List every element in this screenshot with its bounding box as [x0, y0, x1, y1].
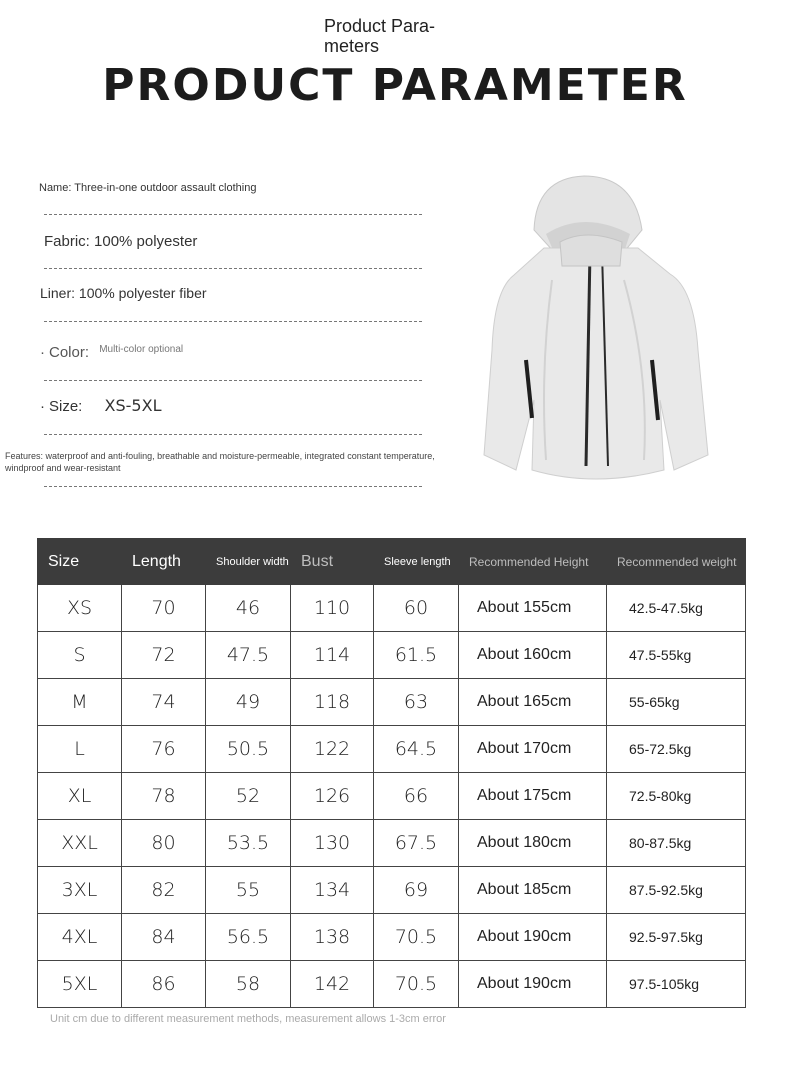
cell-shoulder: 55: [206, 867, 291, 914]
table-row: [38, 726, 746, 773]
cell-height: About 175cm: [459, 773, 607, 820]
cell-length: 70: [122, 585, 206, 632]
col-header-length: Length: [122, 539, 206, 585]
divider: [44, 268, 422, 269]
cell-size: S: [38, 632, 122, 679]
cell-shoulder: 50.5: [206, 726, 291, 773]
param-color-row: · Color: $^{Multi-color optional}$: [40, 344, 184, 361]
cell-weight: 42.5-47.5kg: [607, 585, 746, 632]
cell-bust: 114: [291, 632, 374, 679]
cell-bust: 142: [291, 961, 374, 1008]
footnote: Unit cm due to different measurement methods, measurement allows 1-3cm error: [50, 1013, 446, 1025]
divider: [44, 214, 422, 215]
cell-weight: 87.5-92.5kg: [607, 867, 746, 914]
cell-sleeve: 67.5: [374, 820, 459, 867]
param-name: Name: Three-in-one outdoor assault clothing: [39, 182, 257, 194]
color-label: Color:: [49, 344, 90, 361]
cell-length: 86: [122, 961, 206, 1008]
cell-length: 82: [122, 867, 206, 914]
param-size-row: · Size: XS-5XL: [40, 396, 162, 415]
cell-size: 3XL: [38, 867, 122, 914]
cell-size: L: [38, 726, 122, 773]
cell-shoulder: 58: [206, 961, 291, 1008]
divider: [44, 486, 422, 487]
cell-length: 72: [122, 632, 206, 679]
cell-length: 84: [122, 914, 206, 961]
cell-weight: 80-87.5kg: [607, 820, 746, 867]
subtitle: Product Para-meters: [324, 16, 436, 56]
cell-height: About 155cm: [459, 585, 607, 632]
cell-shoulder: 47.5: [206, 632, 291, 679]
divider: [44, 321, 422, 322]
size-label: Size:: [49, 398, 83, 415]
cell-shoulder: 49: [206, 679, 291, 726]
cell-weight: 55-65kg: [607, 679, 746, 726]
cell-sleeve: 60: [374, 585, 459, 632]
cell-height: About 190cm: [459, 961, 607, 1008]
cell-length: 80: [122, 820, 206, 867]
cell-shoulder: 52: [206, 773, 291, 820]
table-row: [38, 773, 746, 820]
divider: [44, 380, 422, 381]
cell-size: 4XL: [38, 914, 122, 961]
table-row: [38, 914, 746, 961]
param-fabric: Fabric: 100% polyester: [44, 233, 198, 250]
table-row: [38, 585, 746, 632]
cell-shoulder: 46: [206, 585, 291, 632]
col-header-weight: Recommended weight: [607, 539, 746, 585]
col-header-size: Size: [38, 539, 122, 585]
cell-bust: 126: [291, 773, 374, 820]
col-header-bust: Bust: [291, 539, 374, 585]
col-header-sleeve: Sleeve length: [374, 539, 459, 585]
param-liner: Liner: 100% polyester fiber: [40, 285, 207, 301]
cell-weight: 92.5-97.5kg: [607, 914, 746, 961]
table-header-row: [38, 539, 746, 585]
cell-sleeve: 61.5: [374, 632, 459, 679]
cell-bust: 130: [291, 820, 374, 867]
cell-bust: 138: [291, 914, 374, 961]
jacket-image: [474, 170, 714, 480]
cell-size: M: [38, 679, 122, 726]
cell-shoulder: 53.5: [206, 820, 291, 867]
cell-bust: 122: [291, 726, 374, 773]
table-row: [38, 961, 746, 1008]
table-row: [38, 820, 746, 867]
cell-sleeve: 66: [374, 773, 459, 820]
cell-size: XL: [38, 773, 122, 820]
cell-height: About 180cm: [459, 820, 607, 867]
cell-length: 76: [122, 726, 206, 773]
cell-shoulder: 56.5: [206, 914, 291, 961]
cell-height: About 160cm: [459, 632, 607, 679]
col-header-height: Recommended Height: [459, 539, 607, 585]
cell-sleeve: 69: [374, 867, 459, 914]
size-table: [37, 538, 746, 1008]
cell-weight: 97.5-105kg: [607, 961, 746, 1008]
cell-weight: 65-72.5kg: [607, 726, 746, 773]
cell-height: About 165cm: [459, 679, 607, 726]
size-value: XS-5XL: [104, 396, 162, 415]
cell-length: 74: [122, 679, 206, 726]
cell-bust: 118: [291, 679, 374, 726]
cell-sleeve: 64.5: [374, 726, 459, 773]
page-title: PRODUCT PARAMETER: [102, 60, 688, 111]
table-row: [38, 867, 746, 914]
cell-length: 78: [122, 773, 206, 820]
color-value: Multi-color optional: [99, 344, 184, 355]
cell-height: About 185cm: [459, 867, 607, 914]
cell-height: About 190cm: [459, 914, 607, 961]
divider: [44, 434, 422, 435]
cell-weight: 47.5-55kg: [607, 632, 746, 679]
cell-sleeve: 63: [374, 679, 459, 726]
cell-sleeve: 70.5: [374, 914, 459, 961]
cell-sleeve: 70.5: [374, 961, 459, 1008]
col-header-shoulder: Shoulder width: [206, 539, 291, 585]
cell-bust: 110: [291, 585, 374, 632]
cell-bust: 134: [291, 867, 374, 914]
cell-size: XS: [38, 585, 122, 632]
cell-size: 5XL: [38, 961, 122, 1008]
table-row: [38, 679, 746, 726]
cell-weight: 72.5-80kg: [607, 773, 746, 820]
table-row: [38, 632, 746, 679]
cell-size: XXL: [38, 820, 122, 867]
cell-height: About 170cm: [459, 726, 607, 773]
param-features: Features: waterproof and anti-fouling, breathable and moisture-permeable, integrated constant temperature, windproof and wear-resistant: [5, 451, 435, 473]
